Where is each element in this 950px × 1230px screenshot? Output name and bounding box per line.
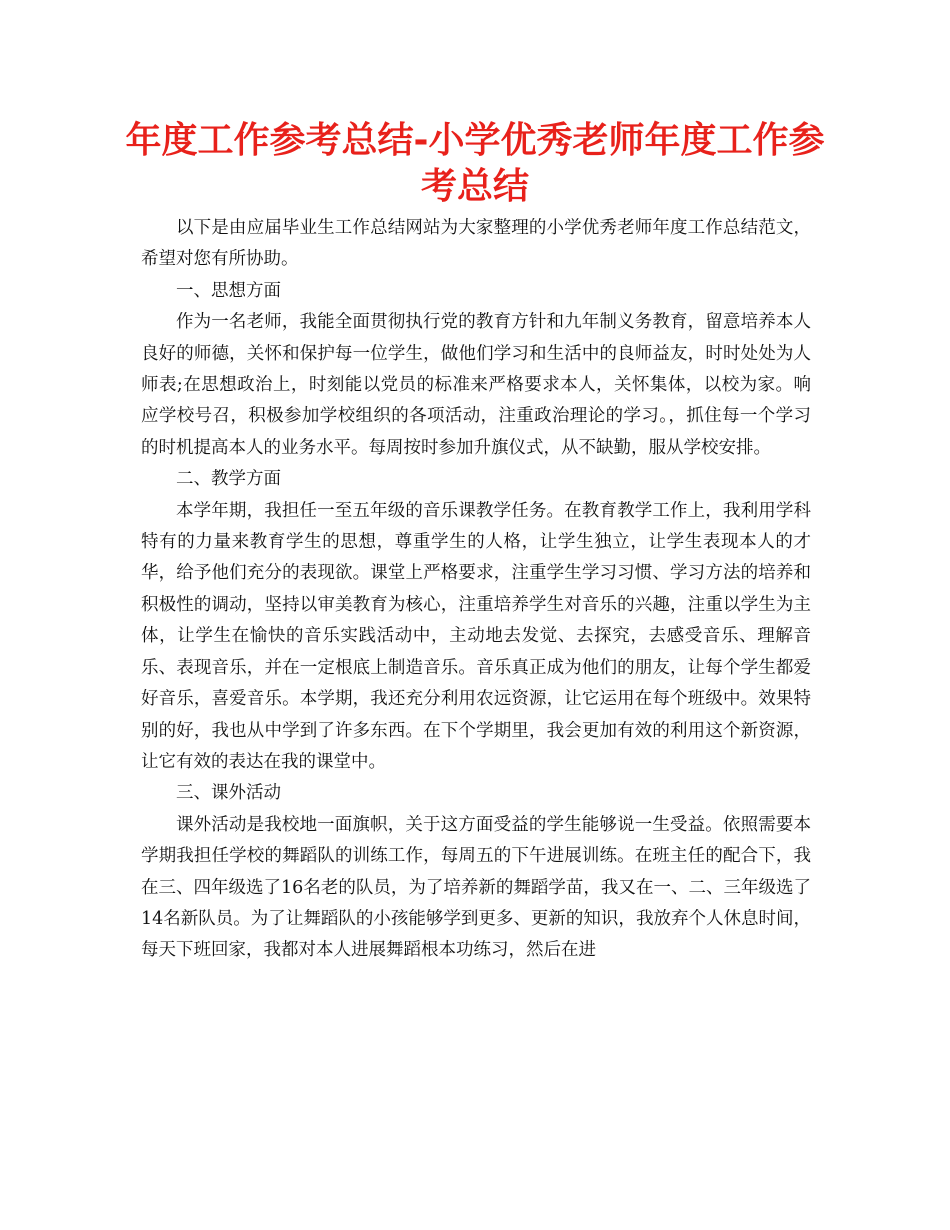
thought-paragraph: 作为一名老师，我能全面贯彻执行党的教育方针和九年制义务教育，留意培养本人良好的师德，关怀和保护每一位学生，做他们学习和生活中的良师益友，时时处处为人师表;在思想政治上，时刻能以党员的标准来严格要求本人，关怀集体，以校为家。响应学校号召，积极参加学校组织的各项活动，注重政治理论的学习。，抓住每一个学习的时机提高本人的业务水平。每周按时参加升旗仪式，从不缺勤，服从学校安排。	[141, 312, 811, 458]
section-heading-thought: 一、思想方面	[176, 280, 281, 301]
document-title: 年度工作参考总结-小学优秀老师年度工作参考总结	[125, 120, 825, 207]
intro-paragraph: 以下是由应届毕业生工作总结网站为大家整理的小学优秀老师年度工作总结范文，希望对您有所协助。	[141, 218, 811, 270]
activities-paragraph: 课外活动是我校地一面旗帜，关于这方面受益的学生能够说一生受益。依照需要本学期我担任学校的舞蹈队的训练工作，每周五的下午进展训练。在班主任的配合下，我在三、四年级选了16名老的队员，为了培养新的舞蹈学苗，我又在一、二、三年级选了14名新队员。为了让舞蹈队的小孩能够学到更多、更新的知识，我放弃个人休息时间，每天下班回家，我都对本人进展舞蹈根本功练习，然后在进	[141, 814, 811, 961]
section-heading-activities: 三、课外活动	[176, 783, 281, 804]
document-body	[141, 213, 811, 967]
section-heading-teaching: 二、教学方面	[176, 469, 281, 490]
teaching-paragraph: 本学年期，我担任一至五年级的音乐课教学任务。在教育教学工作上，我利用学科特有的力量来教育学生的思想，尊重学生的人格，让学生独立，让学生表现本人的才华，给予他们充分的表现欲。课堂上严格要求，注重学生学习习惯、学习方法的培养和积极性的调动，坚持以审美教育为核心，注重培养学生对音乐的兴趣，注重以学生为主体，让学生在愉快的音乐实践活动中，主动地去发觉、去探究，去感受音乐、理解音乐、表现音乐，并在一定根底上制造音乐。音乐真正成为他们的朋友，让每个学生都爱好音乐，喜爱音乐。本学期，我还充分利用农远资源，让它运用在每个班级中。效果特别的好，我也从中学到了许多东西。在下个学期里，我会更加有效的利用这个新资源，让它有效的表达在我的课堂中。	[141, 500, 811, 772]
